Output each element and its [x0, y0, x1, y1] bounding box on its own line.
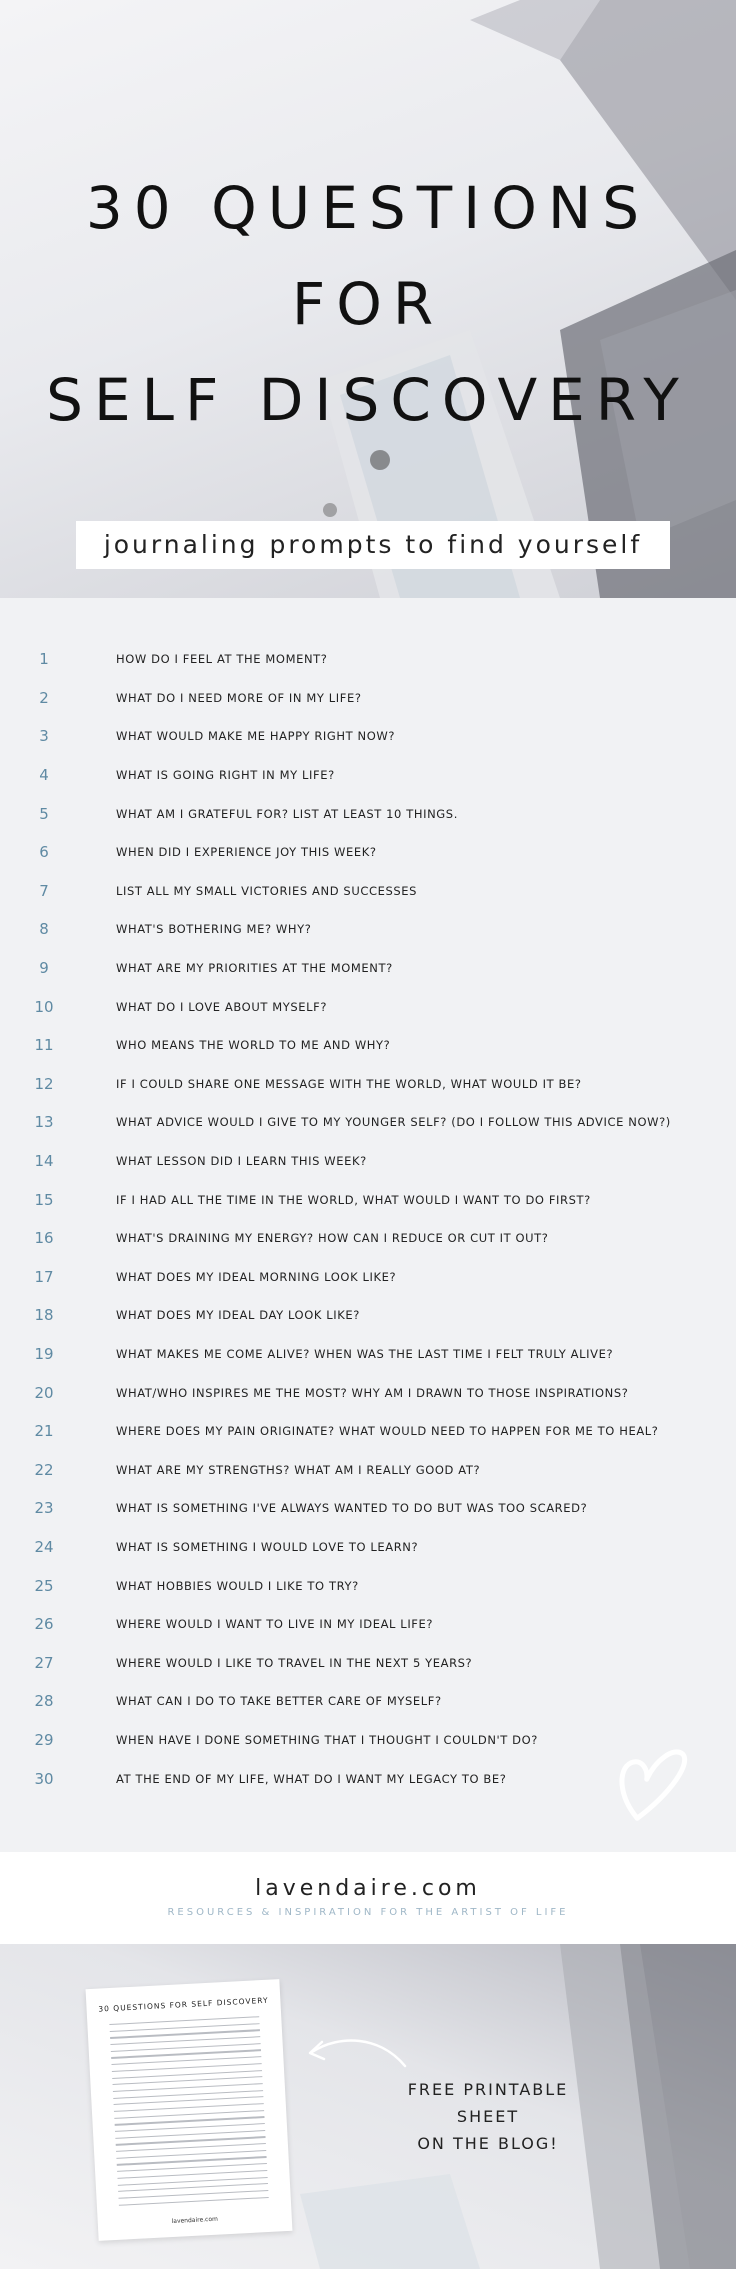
list-item: [0, 1335, 736, 1374]
printable-callout: [388, 2076, 588, 2157]
sheet-title: 30 QUESTIONS FOR SELF DISCOVERY: [98, 1995, 269, 2014]
question-number: 6: [39, 843, 49, 862]
question-text: WHEN HAVE I DONE SOMETHING THAT I THOUGHT I COULDN'T DO?: [116, 1732, 538, 1747]
question-number: 17: [34, 1267, 54, 1286]
question-number: 5: [39, 804, 49, 823]
page-title: [0, 160, 736, 448]
list-item: [0, 1412, 736, 1451]
questions-list: [0, 640, 736, 1798]
question-number: 23: [34, 1499, 54, 1518]
sheet-lines: [109, 2016, 269, 2211]
sheet-footer: lavendaire.com: [171, 2215, 219, 2226]
question-text: WHAT DO I LOVE ABOUT MYSELF?: [116, 999, 328, 1014]
list-item: [0, 1450, 736, 1489]
question-text: WHAT IS SOMETHING I'VE ALWAYS WANTED TO DO BUT WAS TOO SCARED?: [116, 1501, 588, 1516]
question-text: WHERE WOULD I WANT TO LIVE IN MY IDEAL LIFE?: [116, 1617, 434, 1632]
question-number: 7: [39, 881, 49, 900]
question-number: 19: [34, 1344, 54, 1363]
question-text: WHAT IS GOING RIGHT IN MY LIFE?: [116, 768, 335, 783]
question-number: 18: [34, 1306, 54, 1325]
list-item: [0, 1142, 736, 1181]
question-text: IF I COULD SHARE ONE MESSAGE WITH THE WORLD, WHAT WOULD IT BE?: [116, 1076, 582, 1091]
list-item: [0, 1296, 736, 1335]
question-number: 10: [34, 997, 54, 1016]
question-text: WHO MEANS THE WORLD TO ME AND WHY?: [116, 1038, 391, 1053]
question-number: 8: [39, 920, 49, 939]
question-text: WHAT DO I NEED MORE OF IN MY LIFE?: [116, 690, 362, 705]
list-item: [0, 640, 736, 679]
question-number: 9: [39, 959, 49, 978]
list-item: [0, 679, 736, 718]
list-item: [0, 1065, 736, 1104]
list-item: [0, 1682, 736, 1721]
question-number: 11: [34, 1036, 54, 1055]
title-line-3: SELF DISCOVERY: [46, 366, 690, 434]
question-number: 16: [34, 1229, 54, 1248]
list-item: [0, 1605, 736, 1644]
question-text: WHAT ARE MY STRENGTHS? WHAT AM I REALLY GOOD AT?: [116, 1462, 481, 1477]
list-item: [0, 1258, 736, 1297]
list-item: [0, 1373, 736, 1412]
question-text: IF I HAD ALL THE TIME IN THE WORLD, WHAT WOULD I WANT TO DO FIRST?: [116, 1192, 591, 1207]
question-number: 1: [39, 650, 49, 669]
question-text: WHAT DOES MY IDEAL DAY LOOK LIKE?: [116, 1308, 360, 1323]
question-text: WHERE DOES MY PAIN ORIGINATE? WHAT WOULD NEED TO HAPPEN FOR ME TO HEAL?: [116, 1424, 659, 1439]
question-number: 30: [34, 1769, 54, 1788]
question-text: WHAT LESSON DID I LEARN THIS WEEK?: [116, 1154, 367, 1169]
question-text: WHAT'S BOTHERING ME? WHY?: [116, 922, 312, 937]
printable-sheet-preview: [86, 1979, 293, 2241]
question-number: 15: [34, 1190, 54, 1209]
question-text: WHAT AM I GRATEFUL FOR? LIST AT LEAST 10 THINGS.: [116, 806, 458, 821]
question-text: WHAT HOBBIES WOULD I LIKE TO TRY?: [116, 1578, 359, 1593]
list-item: [0, 1643, 736, 1682]
list-item: [0, 1026, 736, 1065]
question-number: 25: [34, 1576, 54, 1595]
hero-banner: [0, 0, 736, 598]
list-item: [0, 987, 736, 1026]
callout-line-2: ON THE BLOG!: [417, 2134, 559, 2153]
question-number: 12: [34, 1074, 54, 1093]
question-number: 3: [39, 727, 49, 746]
question-text: WHAT DOES MY IDEAL MORNING LOOK LIKE?: [116, 1269, 397, 1284]
printable-promo: [0, 1944, 736, 2269]
title-line-1: 30 QUESTIONS: [85, 174, 651, 242]
question-text: WHAT CAN I DO TO TAKE BETTER CARE OF MYSELF?: [116, 1694, 442, 1709]
questions-section: [0, 598, 736, 1852]
question-text: HOW DO I FEEL AT THE MOMENT?: [116, 652, 328, 667]
brand-tagline: RESOURCES & INSPIRATION FOR THE ARTIST OF LIFE: [167, 1907, 569, 1918]
list-item: [0, 949, 736, 988]
subtitle-banner: journaling prompts to find yourself: [76, 521, 670, 569]
question-number: 13: [34, 1113, 54, 1132]
list-item: [0, 910, 736, 949]
question-number: 20: [34, 1383, 54, 1402]
question-number: 2: [39, 688, 49, 707]
list-item: [0, 1103, 736, 1142]
list-item: [0, 717, 736, 756]
question-number: 14: [34, 1152, 54, 1171]
question-text: WHAT ARE MY PRIORITIES AT THE MOMENT?: [116, 961, 393, 976]
list-item: [0, 756, 736, 795]
list-item: [0, 1219, 736, 1258]
question-text: WHAT/WHO INSPIRES ME THE MOST? WHY AM I DRAWN TO THOSE INSPIRATIONS?: [116, 1385, 629, 1400]
brand-name: lavendaire.com: [255, 1876, 481, 1901]
list-item: [0, 794, 736, 833]
title-line-2: FOR: [291, 270, 445, 338]
list-item: [0, 1566, 736, 1605]
question-number: 21: [34, 1422, 54, 1441]
question-text: WHAT WOULD MAKE ME HAPPY RIGHT NOW?: [116, 729, 396, 744]
question-number: 28: [34, 1692, 54, 1711]
question-text: WHAT IS SOMETHING I WOULD LOVE TO LEARN?: [116, 1539, 419, 1554]
question-text: WHAT ADVICE WOULD I GIVE TO MY YOUNGER SELF? (DO I FOLLOW THIS ADVICE NOW?): [116, 1115, 671, 1130]
question-text: LIST ALL MY SMALL VICTORIES AND SUCCESSES: [116, 883, 418, 898]
question-text: WHEN DID I EXPERIENCE JOY THIS WEEK?: [116, 845, 377, 860]
question-number: 4: [39, 766, 49, 785]
question-number: 29: [34, 1730, 54, 1749]
question-text: WHAT'S DRAINING MY ENERGY? HOW CAN I REDUCE OR CUT IT OUT?: [116, 1231, 549, 1246]
question-number: 26: [34, 1615, 54, 1634]
question-text: WHERE WOULD I LIKE TO TRAVEL IN THE NEXT 5 YEARS?: [116, 1655, 473, 1670]
question-text: AT THE END OF MY LIFE, WHAT DO I WANT MY LEGACY TO BE?: [116, 1771, 507, 1786]
list-item: [0, 872, 736, 911]
list-item: [0, 1489, 736, 1528]
list-item: [0, 1528, 736, 1567]
question-number: 24: [34, 1537, 54, 1556]
heart-doodle-icon: [612, 1740, 692, 1830]
question-text: WHAT MAKES ME COME ALIVE? WHEN WAS THE LAST TIME I FELT TRULY ALIVE?: [116, 1346, 614, 1361]
list-item: [0, 1180, 736, 1219]
list-item: [0, 833, 736, 872]
question-number: 22: [34, 1460, 54, 1479]
brand-footer-banner: [0, 1852, 736, 1944]
question-number: 27: [34, 1653, 54, 1672]
callout-line-1: FREE PRINTABLE SHEET: [407, 2080, 569, 2126]
